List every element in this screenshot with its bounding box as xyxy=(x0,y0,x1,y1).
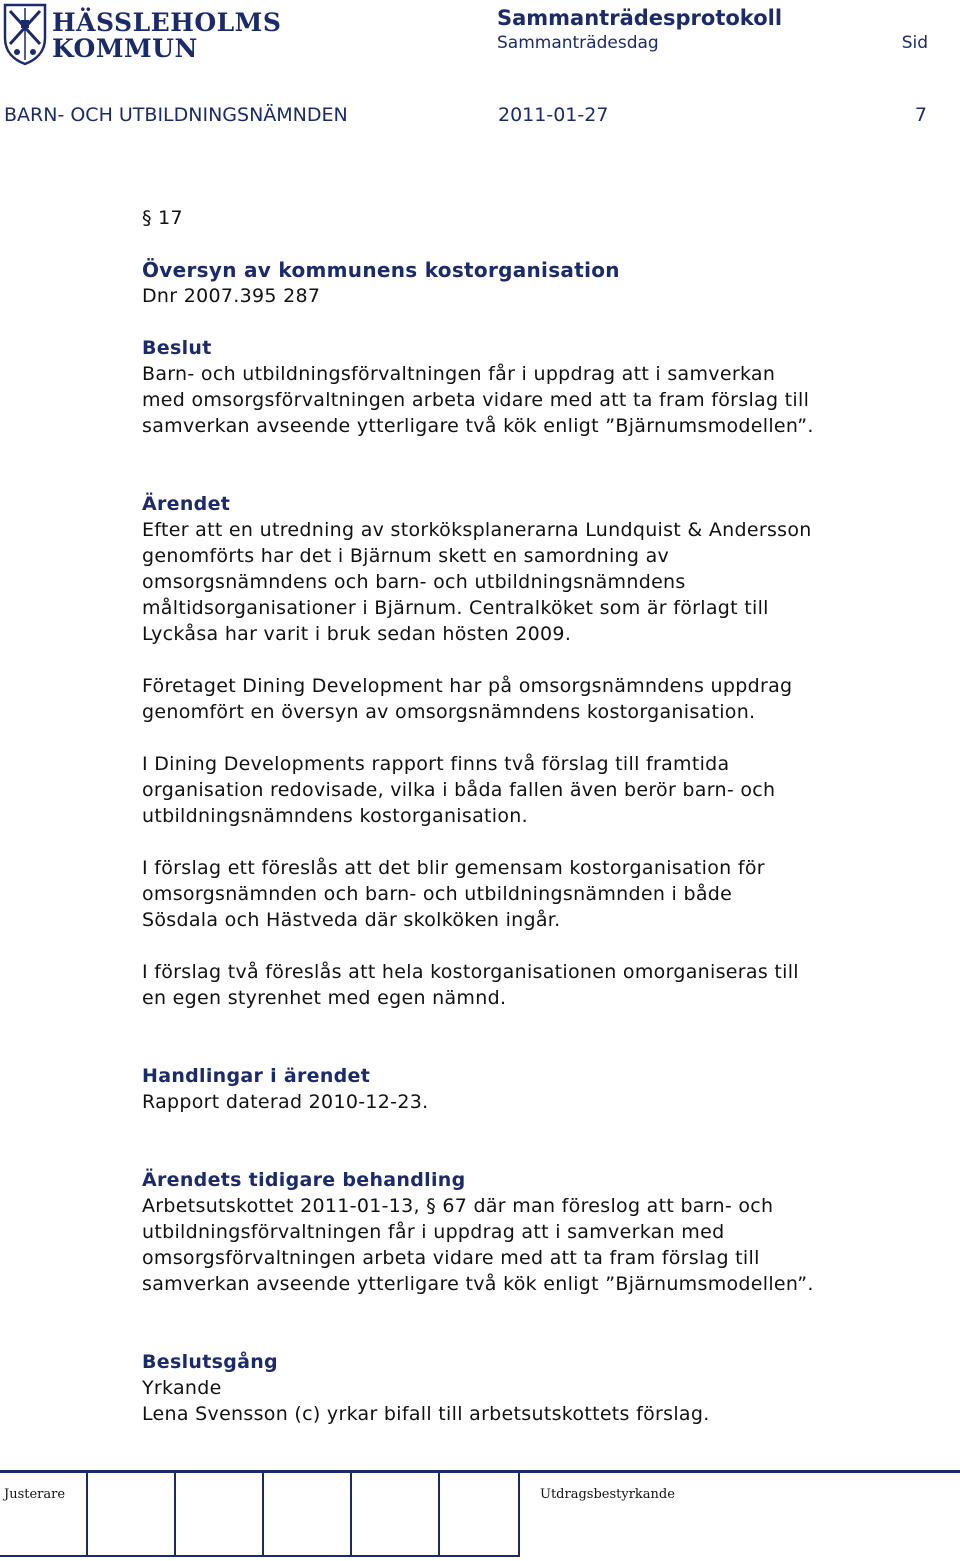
protocol-body xyxy=(142,205,942,1427)
page-label: Sid xyxy=(901,33,928,53)
diary-number: Dnr 2007.395 287 xyxy=(142,285,321,307)
decision-text: Barn- och utbildningsförvaltningen får i uppdrag att i samverkan med omsorgsförvaltningen arbeta vidare med att ta fram förslag till samverkan avseende ytterligare två kök enligt ”Bjärnumsmodellen”. xyxy=(142,363,814,437)
signature-box xyxy=(88,1473,176,1557)
documents-text: Rapport daterad 2010-12-23. xyxy=(142,1091,429,1113)
previous-handling-heading: Ärendets tidigare behandling xyxy=(142,1169,466,1191)
paragraph-number: § 17 xyxy=(142,207,183,229)
municipality-logo xyxy=(2,2,282,68)
matter-heading: Ärendet xyxy=(142,493,231,515)
coat-of-arms-icon xyxy=(2,2,48,66)
board-name: BARN- OCH UTBILDNINGSNÄMNDEN xyxy=(4,104,348,126)
meeting-date: 2011-01-27 xyxy=(498,104,609,126)
decision-process-heading: Beslutsgång xyxy=(142,1351,278,1373)
previous-handling-text: Arbetsutskottet 2011-01-13, § 67 där man föreslog att barn- och utbildningsförvaltningen får i uppdrag att i samverkan med omsorgsförvaltningen arbeta vidare med att ta fram förslag till samverkan avseende ytterligare två kök enligt ”Bjärnumsmodellen”. xyxy=(142,1195,814,1295)
document-type-title: Sammanträdesprotokoll xyxy=(497,6,783,30)
meeting-date-label: Sammanträdesdag xyxy=(497,33,659,53)
matter-paragraph-1: Efter att en utredning av storköksplanerarna Lundquist & Andersson genomförts har det i Bjärnum skett en samordning av omsorgsnämndens och barn- och utbildningsnämndens måltidsorganisationer i Bjärnum. Centralköket som är förlagt till Lyckåsa har varit i bruk sedan hösten 2009. xyxy=(142,519,812,645)
motion-text: Lena Svensson (c) yrkar bifall till arbetsutskottets förslag. xyxy=(142,1403,710,1425)
adjuster-label: Justerare xyxy=(4,1487,66,1502)
signature-box xyxy=(352,1473,440,1557)
logo-text-line1: HÄSSLEHOLMS xyxy=(52,8,282,37)
matter-paragraph-5: I förslag två föreslås att hela kostorganisationen omorganiseras till en egen styrenhet med egen nämnd. xyxy=(142,961,799,1009)
signature-box xyxy=(440,1473,520,1557)
extract-certification-label: Utdragsbestyrkande xyxy=(540,1487,675,1502)
signature-box xyxy=(0,1473,88,1557)
matter-paragraph-3: I Dining Developments rapport finns två förslag till framtida organisation redovisade, vilka i båda fallen även berör barn- och utbildningsnämndens kostorganisation. xyxy=(142,753,776,827)
logo-text-line2: KOMMUN xyxy=(52,34,198,63)
item-title: Översyn av kommunens kostorganisation xyxy=(142,258,620,282)
motion-label: Yrkande xyxy=(142,1377,222,1399)
decision-heading: Beslut xyxy=(142,337,212,359)
documents-heading: Handlingar i ärendet xyxy=(142,1065,371,1087)
signature-box xyxy=(176,1473,264,1557)
page-number: 7 xyxy=(914,104,927,126)
matter-paragraph-2: Företaget Dining Development har på omsorgsnämndens uppdrag genomfört en översyn av omsorgsnämndens kostorganisation. xyxy=(142,675,793,723)
signature-box xyxy=(264,1473,352,1557)
matter-paragraph-4: I förslag ett föreslås att det blir gemensam kostorganisation för omsorgsnämnden och barn- och utbildningsnämnden i både Sösdala och Hästveda där skolköken ingår. xyxy=(142,857,765,931)
